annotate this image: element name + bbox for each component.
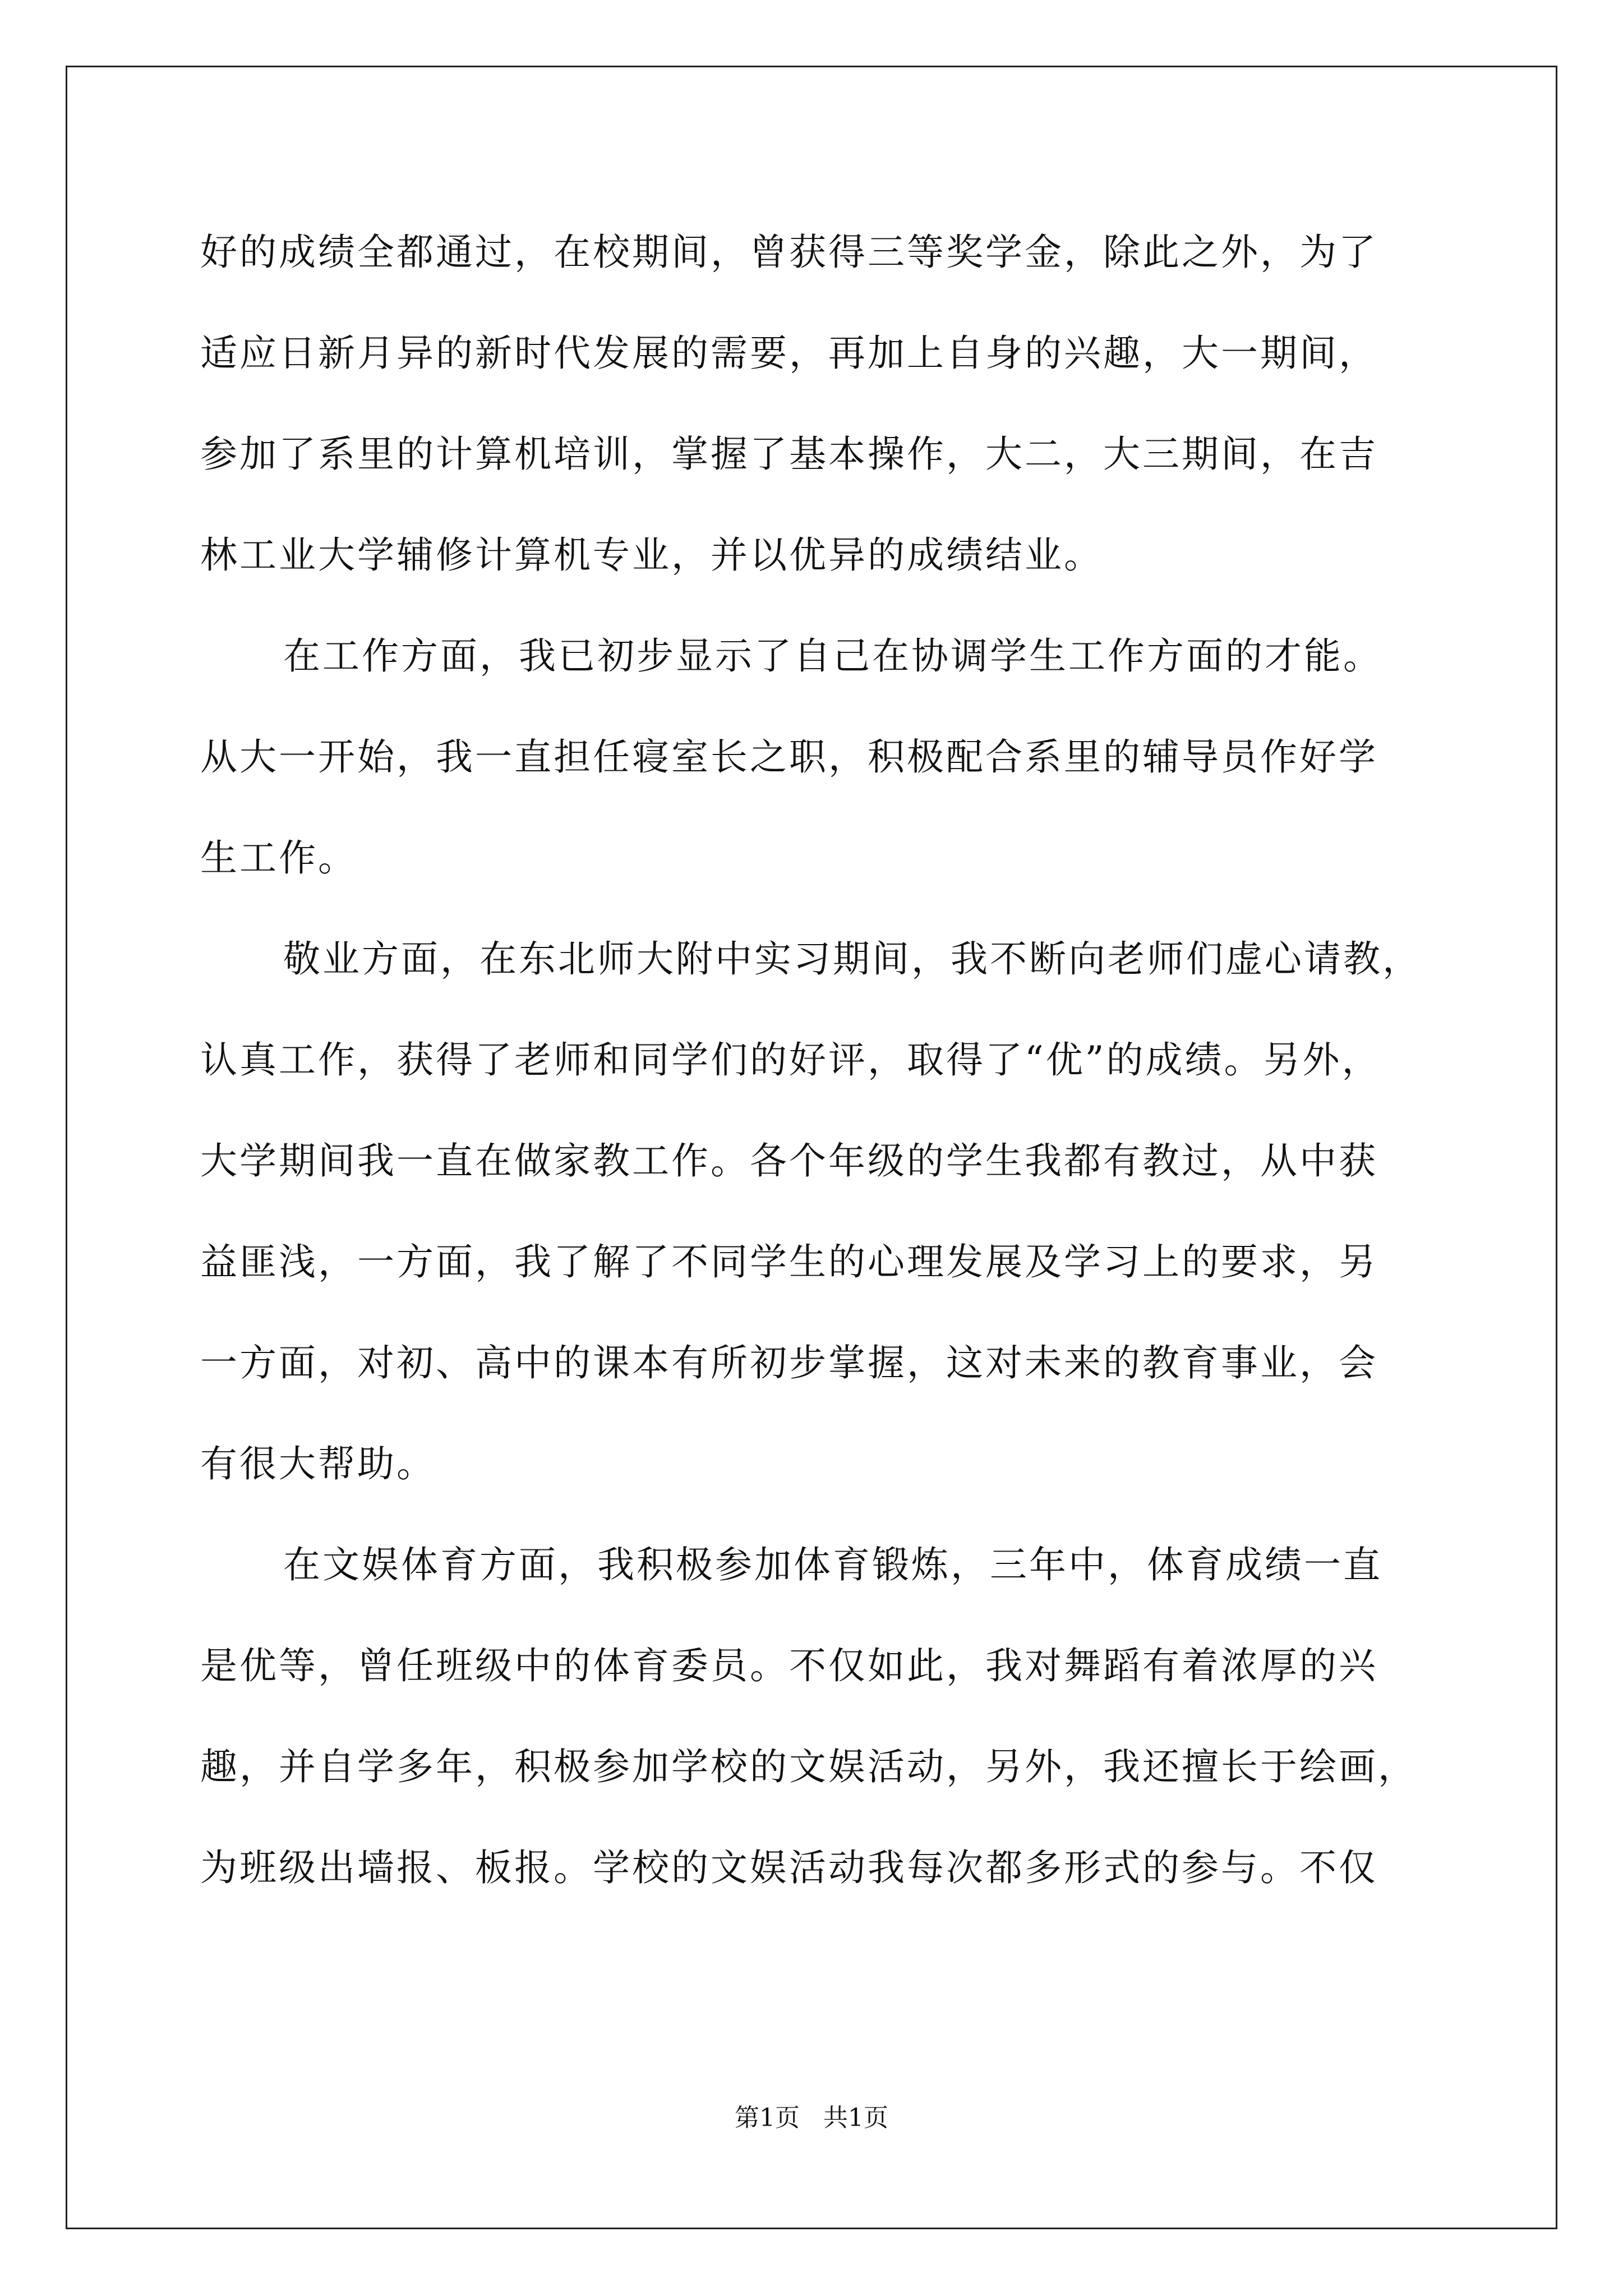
paragraph-start-line: 在文娱体育方面，我积极参加体育锻炼，三年中，体育成绩一直 bbox=[283, 1543, 1382, 1586]
paragraph-start-line: 在工作方面，我已初步显示了自己在协调学生工作方面的才能。 bbox=[283, 634, 1382, 678]
text-line: 林工业大学辅修计算机专业，并以优异的成绩结业。 bbox=[200, 533, 1103, 577]
text-line: 益匪浅，一方面，我了解了不同学生的心理发展及学习上的要求，另 bbox=[200, 1240, 1378, 1283]
text-line: 生工作。 bbox=[200, 836, 357, 880]
text-line: 认真工作，获得了老师和同学们的好评，取得了“优”的成绩。另外， bbox=[200, 1038, 1381, 1082]
text-line: 大学期间我一直在做家教工作。各个年级的学生我都有教过，从中获 bbox=[200, 1139, 1378, 1182]
paragraph-start-line: 敬业方面，在东北师大附中实习期间，我不断向老师们虚心请教， bbox=[283, 937, 1422, 981]
document-body bbox=[200, 202, 1423, 1918]
text-line: 为班级出墙报、板报。学校的文娱活动我每次都多形式的参与。不仅 bbox=[200, 1846, 1378, 1889]
text-line: 是优等，曾任班级中的体育委员。不仅如此，我对舞蹈有着浓厚的兴 bbox=[200, 1644, 1378, 1687]
text-line: 趣，并自学多年，积极参加学校的文娱活动，另外，我还擅长于绘画， bbox=[200, 1745, 1417, 1788]
text-line: 一方面，对初、高中的课本有所初步掌握，这对未来的教育事业，会 bbox=[200, 1341, 1378, 1384]
text-line: 参加了系里的计算机培训，掌握了基本操作，大二，大三期间，在吉 bbox=[200, 432, 1378, 476]
text-line: 适应日新月异的新时代发展的需要，再加上自身的兴趣，大一期间， bbox=[200, 332, 1378, 375]
text-line: 从大一开始，我一直担任寝室长之职，积极配合系里的辅导员作好学 bbox=[200, 735, 1378, 779]
page-number-footer: 第1页 共1页 bbox=[735, 2104, 888, 2132]
text-line: 有很大帮助。 bbox=[200, 1442, 436, 1485]
text-line: 好的成绩全都通过，在校期间，曾获得三等奖学金，除此之外，为了 bbox=[200, 231, 1378, 274]
